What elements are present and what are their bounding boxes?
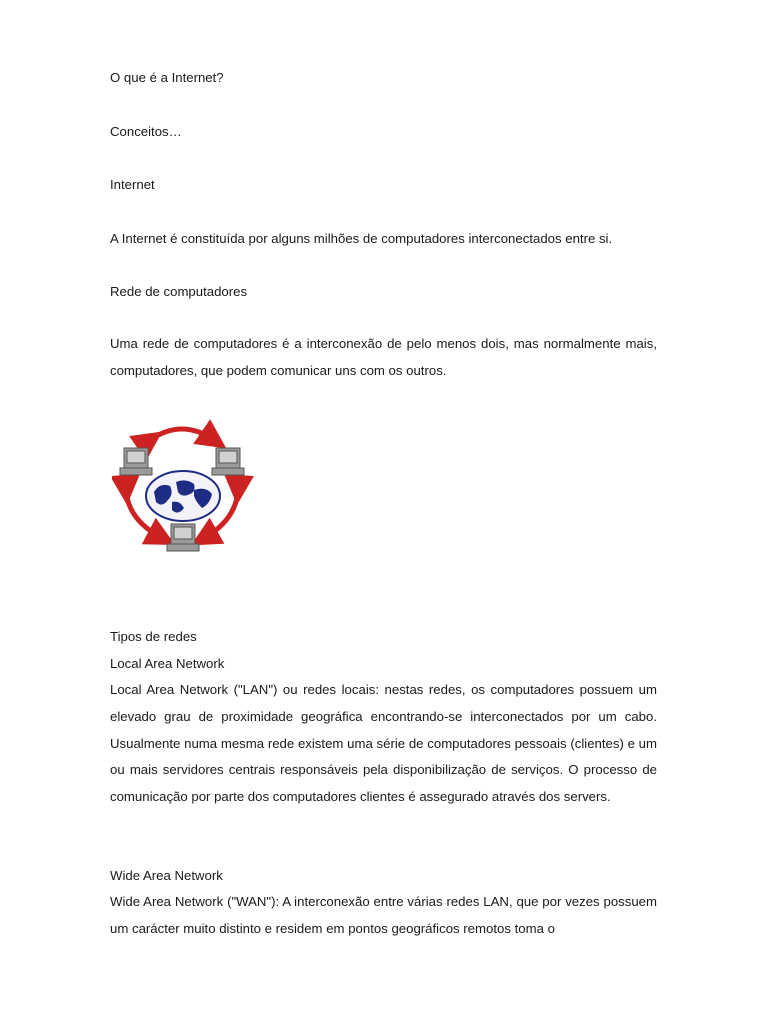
wan-title: Wide Area Network bbox=[110, 868, 223, 883]
page-heading: O que é a Internet? bbox=[110, 70, 224, 85]
wan-paragraph: Wide Area Network ("WAN"): A interconexão entre várias redes LAN, que por vezes possuem um carácter muito distinto e residem em pontos geográficos remotos toma o bbox=[110, 894, 657, 936]
section-title-internet: Internet bbox=[110, 177, 155, 192]
lan-title: Local Area Network bbox=[110, 656, 225, 671]
computer-icon bbox=[167, 524, 199, 551]
internet-paragraph: A Internet é constituída por alguns milhões de computadores interconectados entre si. bbox=[110, 231, 613, 246]
computer-icon bbox=[212, 448, 244, 475]
computer-icon bbox=[120, 448, 152, 475]
network-paragraph: Uma rede de computadores é a interconexão de pelo menos dois, mas normalmente mais, computadores, que podem comunicar uns com os outros. bbox=[110, 336, 657, 378]
section-title-network: Rede de computadores bbox=[110, 284, 248, 299]
globe-icon bbox=[146, 471, 220, 521]
concepts-label: Conceitos… bbox=[110, 124, 182, 139]
network-diagram-icon bbox=[112, 412, 254, 562]
section-title-types: Tipos de redes bbox=[110, 629, 197, 644]
lan-paragraph: Local Area Network ("LAN") ou redes locais: nestas redes, os computadores possuem um elevado grau de proximidade geográfica encontrando-se interconectados por um cabo. Usualmente numa mesma rede existem uma série de computadores pessoais (clientes) e um ou mais servidores centrais responsáveis pela disponibilização de serviços. O processo de comunicação por parte dos computadores clientes é assegurado através dos servers. bbox=[110, 682, 657, 805]
